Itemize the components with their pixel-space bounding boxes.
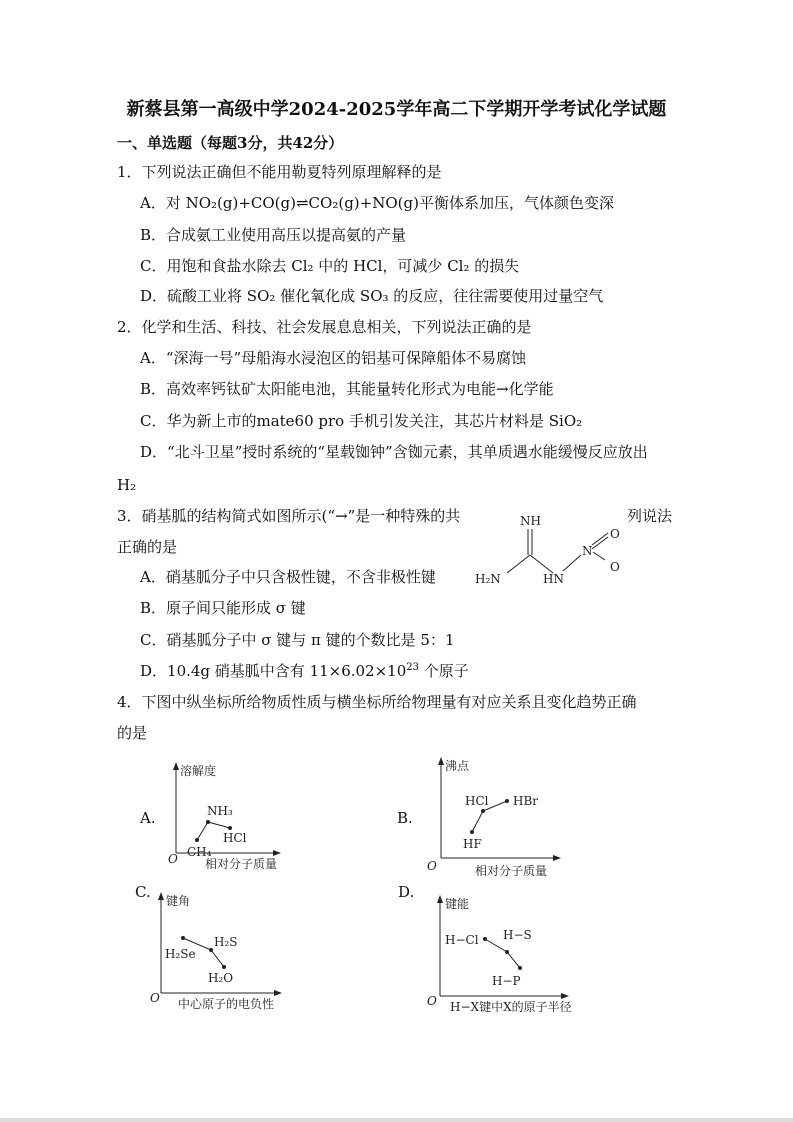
page-title: 新蔡县第一高级中学2024-2025学年高二下学期开学考试化学试题	[126, 99, 667, 120]
h2n-label: H₂N	[475, 572, 501, 586]
q1-option-a: A．对 NO₂(g)+CO(g)⇌CO₂(g)+NO(g)平衡体系加压，气体颜色变深	[140, 194, 614, 212]
graph-d-pt3: H−P	[492, 974, 521, 988]
graph-c	[150, 890, 295, 1010]
q2-option-a: A．“深海一号”母船海水浸泡区的铝基可保障船体不易腐蚀	[140, 349, 527, 367]
section-heading: 一、单选题（每题3分，共42分）	[117, 134, 344, 152]
graph-c-ylabel: 键角	[166, 894, 191, 908]
graph-d-xlabel: H−X键中X的原子半径	[450, 1000, 572, 1014]
graph-c-origin: O	[150, 991, 160, 1005]
graph-b-pt1: HF	[463, 837, 482, 851]
q1-option-d: D．硫酸工业将 SO₂ 催化氧化成 SO₃ 的反应，往往需要使用过量空气	[140, 287, 604, 305]
o1-label: O	[610, 527, 620, 541]
graph-d-pt1: H−Cl	[445, 933, 479, 947]
q2-option-b: B．高效率钙钛矿太阳能电池，其能量转化形式为电能→化学能	[140, 380, 554, 398]
hn-label: HN	[543, 572, 564, 586]
o2-label: O	[610, 560, 620, 574]
question-3-stem: 3．硝基胍的结构简式如图所示(“→”是一种特殊的共	[117, 507, 461, 525]
nh-label: NH	[520, 514, 541, 528]
graph-b-ylabel: 沸点	[445, 759, 470, 773]
question-3-stem-tail: 列说法	[627, 507, 673, 525]
graph-a-pt1: NH₃	[207, 804, 233, 818]
graph-c-xlabel: 中心原子的电负性	[178, 997, 275, 1011]
graph-b	[425, 755, 575, 880]
nitroguanidine-structure	[465, 505, 635, 590]
question-3-stem-cont: 正确的是	[117, 538, 178, 556]
graph-a-ylabel: 溶解度	[180, 764, 217, 778]
graph-d-option: D.	[398, 883, 415, 901]
q3-option-d	[140, 661, 469, 681]
question-2-stem: 2．化学和生活、科技、社会发展息息相关，下列说法正确的是	[117, 318, 532, 336]
graph-d-pt2: H−S	[503, 928, 532, 942]
question-1-stem: 1．下列说法正确但不能用勒夏特列原理解释的是	[117, 163, 442, 181]
q3-option-c: C．硝基胍分子中 σ 键与 π 键的个数比是 5：1	[140, 631, 455, 649]
q3-d-post: 个原子	[419, 662, 469, 680]
graph-c-option: C.	[135, 883, 151, 901]
graph-b-origin: O	[427, 859, 437, 873]
graph-c-pt2: H₂S	[214, 935, 238, 949]
graph-b-pt2: HCl	[465, 794, 489, 808]
graph-a-origin: O	[168, 852, 178, 866]
question-4-stem: 4．下图中纵坐标所给物质性质与横坐标所给物理量有对应关系且变化趋势正确	[117, 693, 637, 711]
graph-a-xlabel: 相对分子质量	[205, 857, 278, 871]
question-4-stem-cont: 的是	[117, 724, 148, 742]
q3-option-a: A．硝基胍分子中只含极性键，不含非极性键	[140, 568, 436, 586]
q1-option-c: C．用饱和食盐水除去 Cl₂ 中的 HCl，可减少 Cl₂ 的损失	[140, 257, 520, 275]
graph-a-pt2: CH₄	[187, 845, 212, 859]
q2-option-d-cont: H₂	[117, 476, 137, 494]
graph-c-pt1: H₂Se	[165, 947, 196, 961]
q2-option-c: C．华为新上市的mate60 pro 手机引发关注，其芯片材料是 SiO₂	[140, 412, 583, 430]
n-label: N	[582, 544, 593, 558]
graph-a-pt3: HCl	[223, 831, 247, 845]
graph-d-origin: O	[427, 994, 437, 1008]
graph-a-option: A.	[140, 809, 156, 827]
q3-option-b: B．原子间只能形成 σ 键	[140, 599, 306, 617]
graph-c-pt3: H₂O	[208, 971, 234, 985]
graph-a	[165, 760, 295, 875]
page-bottom-border	[0, 1118, 793, 1122]
q3-d-pre: D．10.4g 硝基胍中含有 11×6.02×10	[140, 662, 407, 680]
graph-b-xlabel: 相对分子质量	[475, 864, 548, 878]
graph-b-option: B.	[397, 809, 413, 827]
graph-d-ylabel: 键能	[445, 897, 470, 911]
q1-option-b: B．合成氨工业使用高压以提高氨的产量	[140, 226, 407, 244]
graph-d	[425, 893, 585, 1013]
q3-d-exp: 23	[406, 662, 420, 673]
q2-option-d: D．“北斗卫星”授时系统的“星载铷钟”含铷元素，其单质遇水能缓慢反应放出	[140, 443, 648, 461]
graph-b-pt3: HBr	[513, 794, 539, 808]
